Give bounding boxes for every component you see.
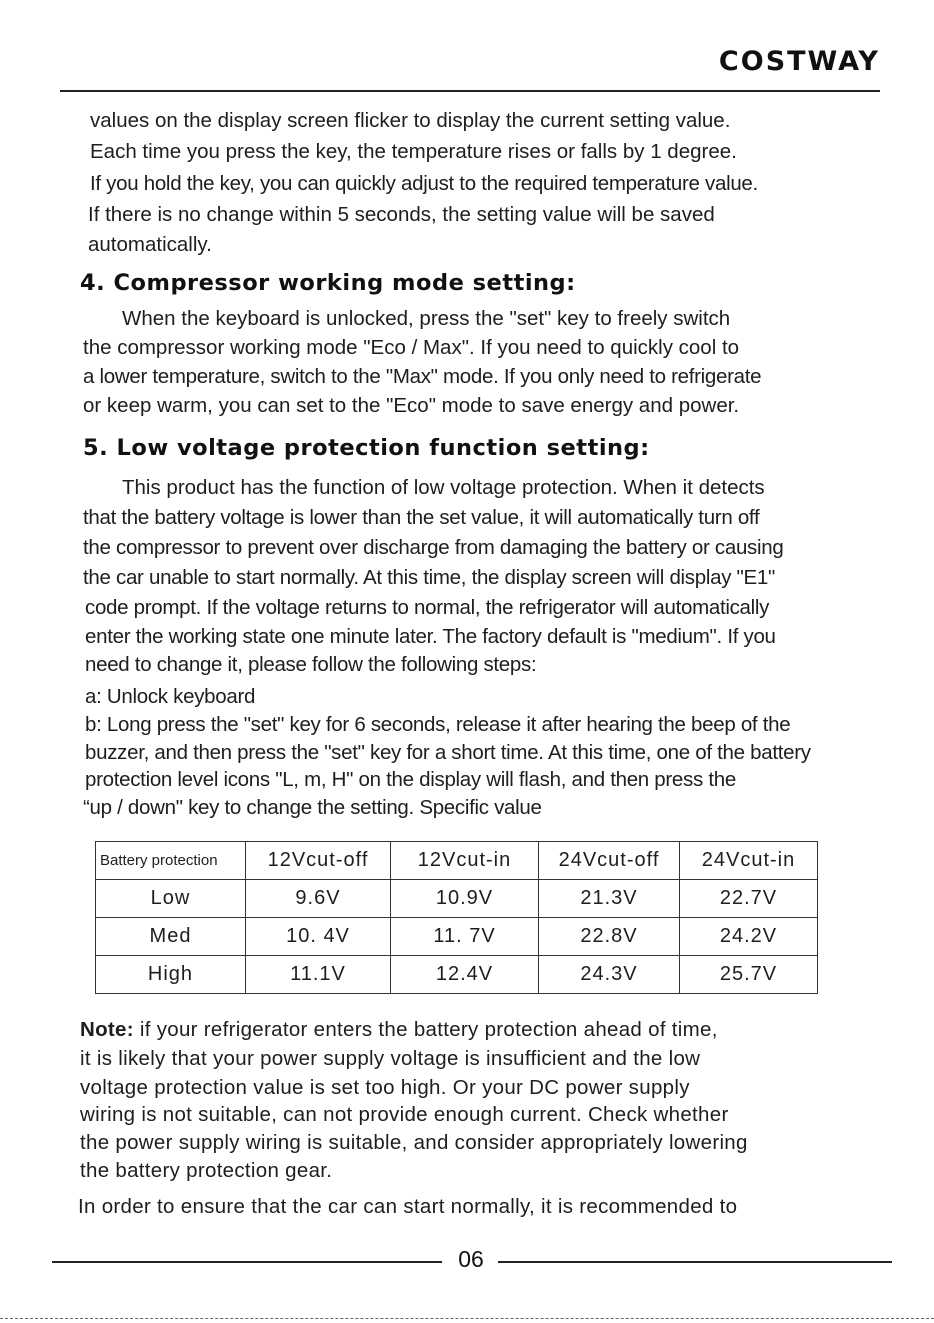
text-line: buzzer, and then press the "set" key for a short time. At this time, one of the battery bbox=[85, 741, 811, 764]
footer-rule-right bbox=[498, 1261, 892, 1263]
table-cell: 11. 7V bbox=[391, 918, 539, 956]
battery-protection-table bbox=[95, 841, 818, 994]
text-line: the battery protection gear. bbox=[80, 1159, 333, 1182]
text-line: wiring is not suitable, can not provide enough current. Check whether bbox=[80, 1103, 729, 1126]
step-b: b: Long press the "set" key for 6 seconds, release it after hearing the beep of the bbox=[85, 713, 791, 736]
text-line: code prompt. If the voltage returns to normal, the refrigerator will automatically bbox=[85, 596, 770, 619]
table-header: 24Vcut-in bbox=[680, 842, 818, 880]
text-line: values on the display screen flicker to display the current setting value. bbox=[90, 109, 731, 132]
text-line: it is likely that your power supply voltage is insufficient and the low bbox=[80, 1047, 701, 1070]
text-line: that the battery voltage is lower than the set value, it will automatically turn off bbox=[83, 506, 760, 529]
table-cell: 22.7V bbox=[680, 880, 818, 918]
table-row bbox=[96, 956, 818, 994]
table-cell: 22.8V bbox=[539, 918, 680, 956]
table-header: 12Vcut-off bbox=[246, 842, 391, 880]
text-line: the compressor to prevent over discharge from damaging the battery or causing bbox=[83, 536, 784, 559]
table-cell: Med bbox=[96, 918, 246, 956]
table-cell: 21.3V bbox=[539, 880, 680, 918]
table-header: Battery protection bbox=[96, 842, 246, 880]
text-line: If you hold the key, you can quickly adjust to the required temperature value. bbox=[90, 172, 758, 195]
brand-logo: COSTWAY bbox=[718, 46, 880, 77]
table-row bbox=[96, 918, 818, 956]
table-header: 12Vcut-in bbox=[391, 842, 539, 880]
text-line: the power supply wiring is suitable, and consider appropriately lowering bbox=[80, 1131, 748, 1154]
text-line: voltage protection value is set too high. Or your DC power supply bbox=[80, 1076, 690, 1099]
table-cell: High bbox=[96, 956, 246, 994]
table-header-row bbox=[96, 842, 818, 880]
table-cell: 25.7V bbox=[680, 956, 818, 994]
table-row bbox=[96, 880, 818, 918]
header-rule bbox=[60, 90, 880, 92]
text-line: If there is no change within 5 seconds, the setting value will be saved bbox=[88, 203, 715, 226]
table-cell: 12.4V bbox=[391, 956, 539, 994]
section-4-heading: 4. Compressor working mode setting: bbox=[80, 270, 576, 296]
footer-rule-left bbox=[52, 1261, 442, 1263]
table-cell: 24.3V bbox=[539, 956, 680, 994]
text-line: “up / down" key to change the setting. Specific value bbox=[83, 796, 542, 819]
note-text: if your refrigerator enters the battery protection ahead of time, bbox=[133, 1018, 718, 1041]
text-line: protection level icons "L, m, H" on the display will flash, and then press the bbox=[85, 768, 736, 791]
section-5-heading: 5. Low voltage protection function setting: bbox=[83, 435, 650, 461]
table-cell: 9.6V bbox=[246, 880, 391, 918]
text-line: Each time you press the key, the temperature rises or falls by 1 degree. bbox=[90, 140, 737, 163]
text-line bbox=[80, 1017, 718, 1043]
table-cell: 10.9V bbox=[391, 880, 539, 918]
text-line: a lower temperature, switch to the "Max" mode. If you only need to refrigerate bbox=[83, 365, 762, 388]
page-edge-dotted-line bbox=[0, 1318, 934, 1319]
text-line: enter the working state one minute later. The factory default is "medium". If you bbox=[85, 625, 776, 648]
text-line: In order to ensure that the car can start normally, it is recommended to bbox=[78, 1195, 738, 1218]
text-line: automatically. bbox=[88, 233, 212, 256]
table-cell: 10. 4V bbox=[246, 918, 391, 956]
table-header: 24Vcut-off bbox=[539, 842, 680, 880]
text-line: the car unable to start normally. At this time, the display screen will display "E1" bbox=[83, 566, 775, 589]
note-label: Note: bbox=[80, 1018, 134, 1041]
table-cell: 11.1V bbox=[246, 956, 391, 994]
step-a: a: Unlock keyboard bbox=[85, 685, 256, 708]
table-cell: Low bbox=[96, 880, 246, 918]
text-line: need to change it, please follow the following steps: bbox=[85, 653, 537, 676]
table-cell: 24.2V bbox=[680, 918, 818, 956]
page-number: 06 bbox=[458, 1246, 484, 1272]
text-line: This product has the function of low voltage protection. When it detects bbox=[122, 476, 765, 499]
text-line: When the keyboard is unlocked, press the "set" key to freely switch bbox=[122, 307, 731, 330]
text-line: the compressor working mode "Eco / Max". If you need to quickly cool to bbox=[83, 336, 740, 359]
text-line: or keep warm, you can set to the "Eco" mode to save energy and power. bbox=[83, 394, 740, 417]
